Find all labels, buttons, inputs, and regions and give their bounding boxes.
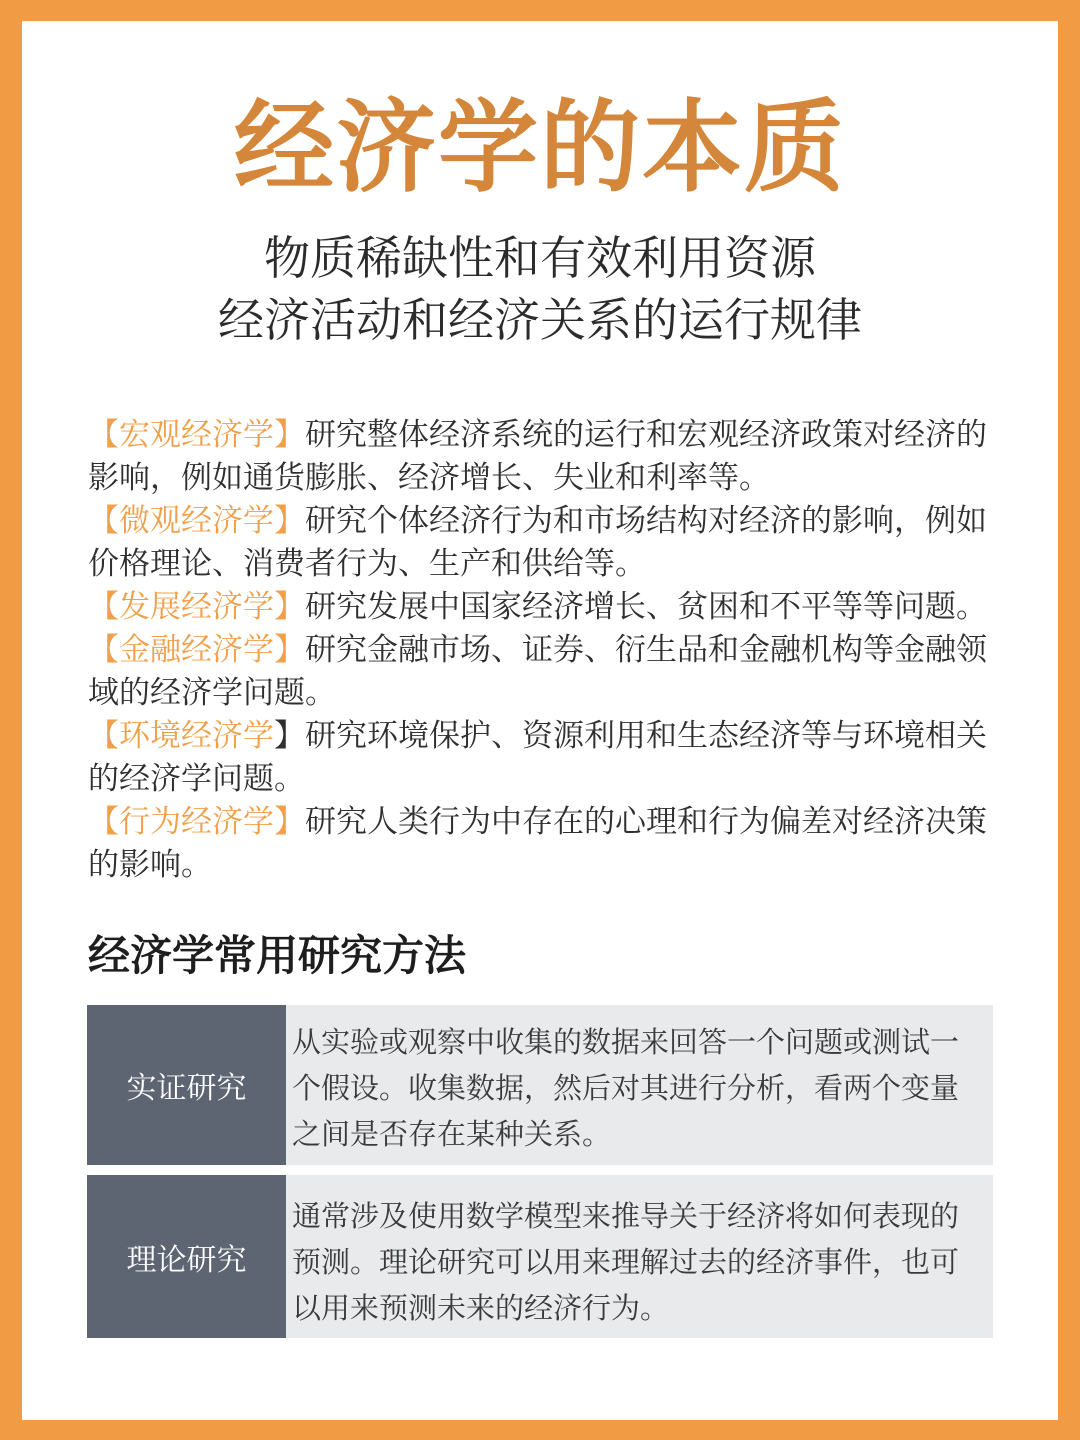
field-name: 宏观经济学 (119, 417, 274, 453)
field-entry-macroeconomics (88, 414, 996, 500)
bracket-open: 【 (88, 804, 119, 840)
method-row-empirical (87, 1005, 993, 1165)
field-description: 研究环境保护、资源利用和生态经济等与环境相关的经济学问题。 (88, 718, 987, 797)
method-label: 理论研究 (87, 1175, 286, 1338)
field-description: 研究整体经济系统的运行和宏观经济政策对经济的影响，例如通货膨胀、经济增长、失业和利率等。 (88, 417, 987, 496)
field-entry-financial-economics (88, 629, 996, 715)
method-label: 实证研究 (87, 1005, 286, 1165)
bracket-close: 】 (274, 589, 305, 625)
field-entry-environmental-economics (88, 715, 996, 801)
bracket-open: 【 (88, 718, 119, 754)
field-description: 研究金融市场、证券、衍生品和金融机构等金融领域的经济学问题。 (88, 632, 987, 711)
field-name: 行为经济学 (119, 804, 274, 840)
method-description: 从实验或观察中收集的数据来回答一个问题或测试一个假设。收集数据，然后对其进行分析，看两个变量之间是否存在某种关系。 (286, 1005, 993, 1165)
bracket-close: 】 (274, 417, 305, 453)
methods-heading: 经济学常用研究方法 (88, 931, 467, 980)
bracket-close: 】 (274, 804, 305, 840)
field-entry-behavioral-economics (88, 801, 996, 887)
field-entry-development-economics (88, 586, 996, 629)
bracket-close: 】 (274, 503, 305, 539)
field-description: 研究发展中国家经济增长、贫困和不平等等问题。 (305, 589, 987, 625)
bracket-open: 【 (88, 632, 119, 668)
field-description: 研究人类行为中存在的心理和行为偏差对经济决策的影响。 (88, 804, 987, 883)
field-entry-microeconomics (88, 500, 996, 586)
bracket-open: 【 (88, 589, 119, 625)
method-description: 通常涉及使用数学模型来推导关于经济将如何表现的预测。理论研究可以用来理解过去的经济事件，也可以用来预测未来的经济行为。 (286, 1175, 993, 1338)
economics-fields-list (88, 414, 996, 887)
field-name: 环境经济学 (119, 718, 274, 754)
bracket-close: 】 (274, 632, 305, 668)
page-title: 经济学的本质 (234, 89, 846, 206)
field-name: 发展经济学 (119, 589, 274, 625)
bracket-close: 】 (274, 718, 305, 754)
field-name: 金融经济学 (119, 632, 274, 668)
field-name: 微观经济学 (119, 503, 274, 539)
subtitle-line-1: 物质稀缺性和有效利用资源 (264, 231, 816, 285)
bracket-open: 【 (88, 503, 119, 539)
method-row-theoretical (87, 1175, 993, 1338)
subtitle-line-2: 经济活动和经济关系的运行规律 (218, 293, 862, 347)
bracket-open: 【 (88, 417, 119, 453)
field-description: 研究个体经济行为和市场结构对经济的影响，例如价格理论、消费者行为、生产和供给等。 (88, 503, 987, 582)
